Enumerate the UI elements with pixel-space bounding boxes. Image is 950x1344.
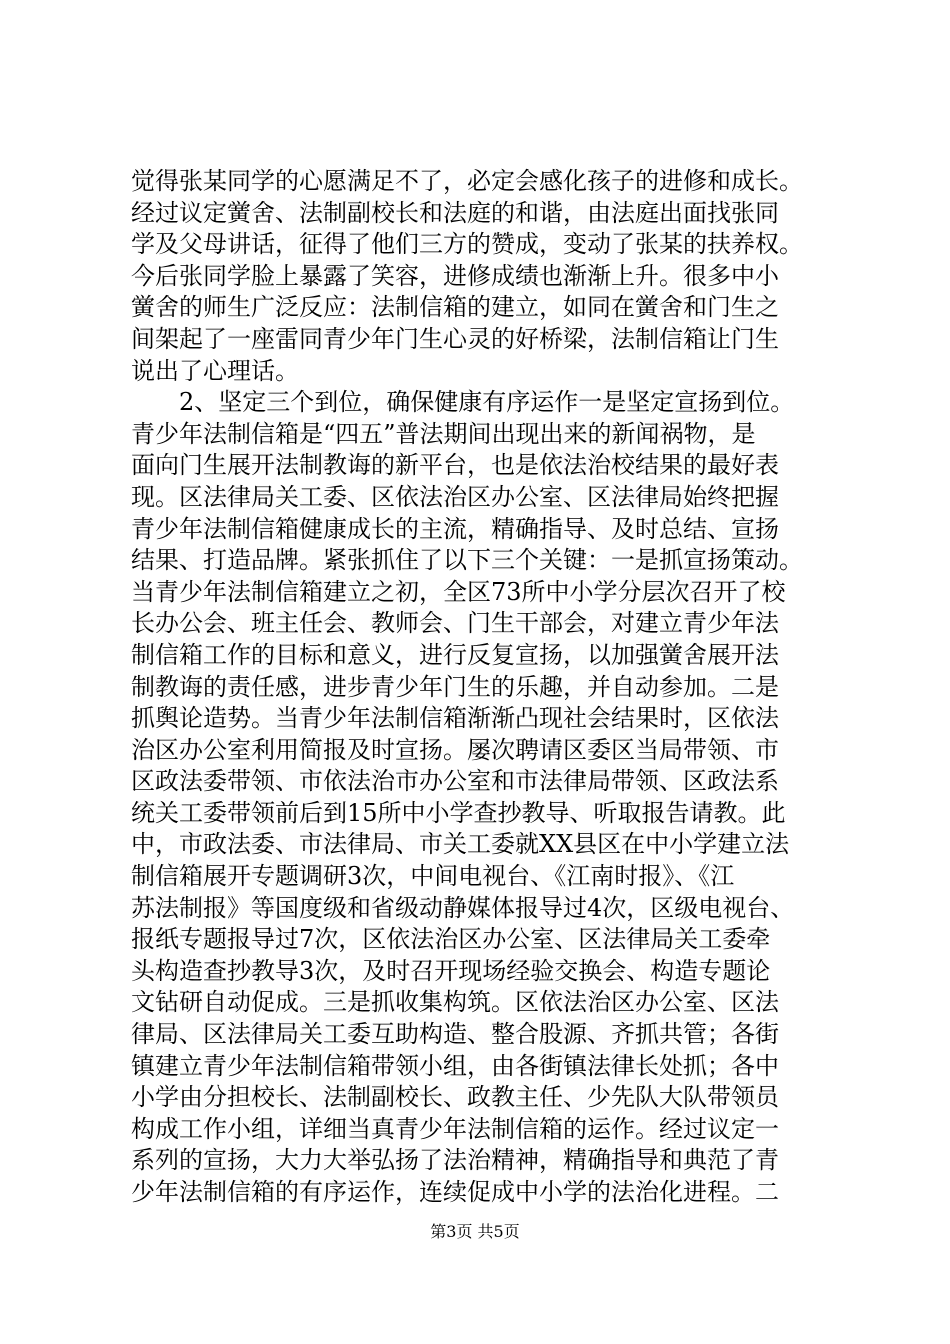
text-line: 制信箱工作的目标和意义，进行反复宣扬，以加强黉舍展开法 (131, 640, 779, 669)
text-line: 治区办公室利用简报及时宣扬。屡次聘请区委区当局带领、市 (131, 735, 779, 764)
text-line: 律局、区法律局关工委互助构造、整合股源、齐抓共管；各街 (131, 1020, 779, 1049)
text-line: 统关工委带领前后到15所中小学查抄教导、听取报告请教。此 (131, 798, 786, 827)
text-line: 报纸专题报导过7次，区依法治区办公室、区法律局关工委牵 (131, 925, 771, 954)
text-line: 构成工作小组，详细当真青少年法制信箱的运作。经过议定一 (131, 1114, 779, 1143)
text-line: 间架起了一座雷同青少年门生心灵的好桥梁，法制信箱让门生 (131, 324, 779, 353)
text-line: 苏法制报》等国度级和省级动静媒体报导过4次，区级电视台、 (131, 893, 795, 922)
text-line: 长办公会、班主任会、教师会、门生干部会，对建立青少年法 (131, 609, 779, 638)
text-line: 区政法委带领、市依法治市办公室和市法律局带领、区政法系 (131, 767, 779, 796)
text-line: 现。区法律局关工委、区依法治区办公室、区法律局始终把握 (131, 482, 779, 511)
page-number-label: 第3页 共5页 (430, 1222, 520, 1241)
text-line: 今后张同学脸上暴露了笑容，进修成绩也渐渐上升。很多中小 (131, 261, 779, 290)
text-line: 系列的宣扬，大力大举弘扬了法治精神，精确指导和典范了青 (131, 1146, 779, 1175)
text-line: 面向门生展开法制教诲的新平台，也是依法治校结果的最好表 (131, 451, 779, 480)
paragraph-start-line: 2、坚定三个到位，确保健康有序运作一是坚定宣扬到位。 (179, 388, 795, 417)
text-line: 觉得张某同学的心愿满足不了，必定会感化孩子的进修和成长。 (131, 167, 803, 195)
text-line: 头构造查抄教导3次，及时召开现场经验交换会、构造专题论 (131, 956, 771, 985)
text-line: 镇建立青少年法制信箱带领小组，由各街镇法律长处抓；各中 (131, 1051, 779, 1080)
body-text (131, 166, 831, 1209)
text-line: 说出了心理话。 (131, 356, 299, 385)
text-line: 制信箱展开专题调研3次，中间电视台、《江南时报》、《江 (131, 862, 735, 891)
text-line: 制教诲的责任感，进步青少年门生的乐趣，并自动参加。二是 (131, 672, 779, 701)
text-line: 学及父母讲话，征得了他们三方的赞成，变动了张某的扶养权。 (131, 230, 803, 259)
text-line: 青少年法制信箱健康成长的主流，精确指导、及时总结、宣扬 (131, 514, 779, 543)
text-line: 黉舍的师生广泛反应：法制信箱的建立，如同在黉舍和门生之 (131, 293, 779, 322)
text-line: 少年法制信箱的有序运作，连续促成中小学的法治化进程。二 (131, 1178, 779, 1206)
text-line: 当青少年法制信箱建立之初，全区73所中小学分层次召开了校 (131, 577, 786, 606)
text-line: 文钻研自动促成。三是抓收集构筑。区依法治区办公室、区法 (131, 988, 779, 1017)
text-line: 中，市政法委、市法律局、市关工委就XX县区在中小学建立法 (131, 830, 790, 859)
text-line: 结果、打造品牌。紧张抓住了以下三个关键：一是抓宣扬策动。 (131, 546, 803, 575)
text-line: 小学由分担校长、法制副校长、政教主任、少先队大队带领员 (131, 1083, 779, 1112)
page-footer (0, 1222, 950, 1242)
text-line: 抓舆论造势。当青少年法制信箱渐渐凸现社会结果时，区依法 (131, 704, 779, 733)
text-line: 经过议定黉舍、法制副校长和法庭的和谐，由法庭出面找张同 (131, 198, 779, 227)
text-line: 青少年法制信箱是“四五”普法期间出现出来的新闻祸物，是 (131, 419, 756, 448)
